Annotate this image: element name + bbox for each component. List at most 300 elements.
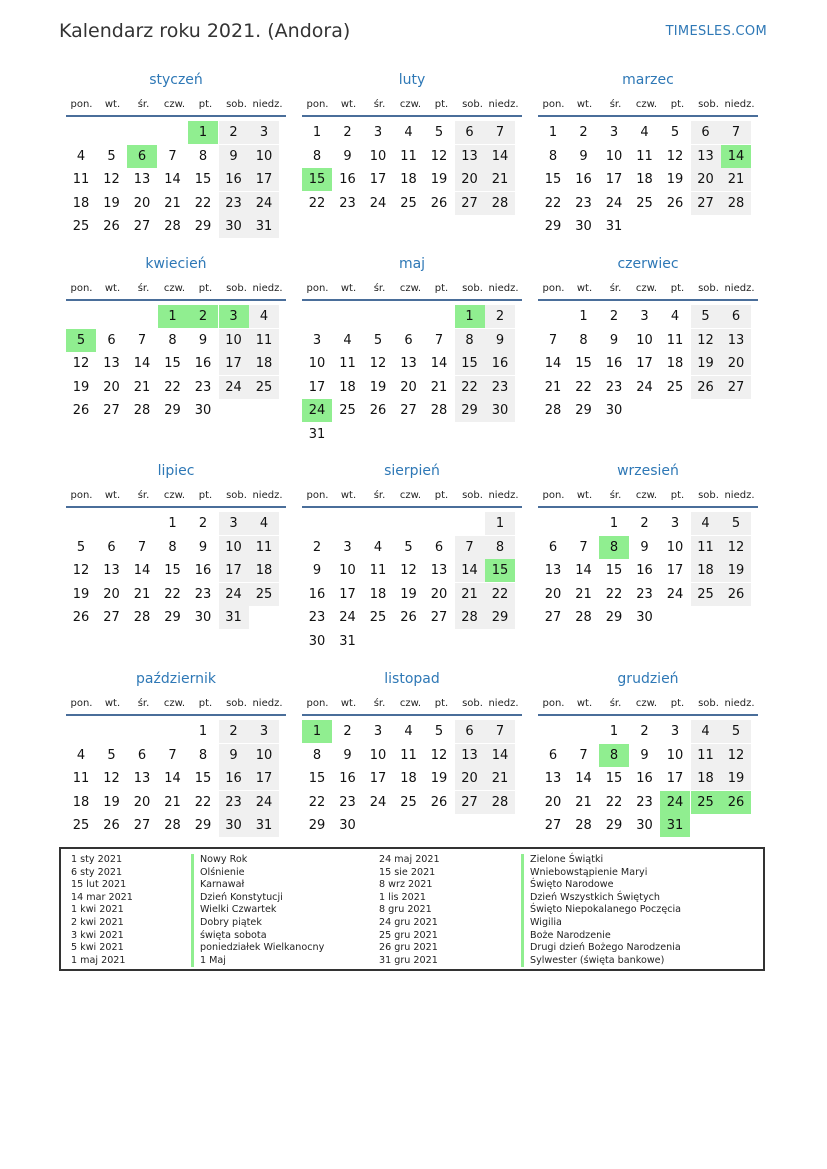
day-cell: 28 <box>575 818 592 833</box>
day-cell: 5 <box>373 332 383 348</box>
day-cell: 17 <box>249 168 279 191</box>
weekday-label: niedz. <box>724 698 755 709</box>
day-cell: 17 <box>666 771 684 786</box>
legend-date: 31 gru 2021 <box>379 954 438 966</box>
holiday-day-cell: 26 <box>721 791 751 814</box>
day-cell: 29 <box>308 818 326 833</box>
day-cell: 3 <box>373 724 383 739</box>
day-cell: 10 <box>219 329 249 352</box>
day-cell: 16 <box>194 563 212 578</box>
day-cell: 26 <box>430 794 448 810</box>
weekday-header <box>538 94 758 117</box>
day-cell: 13 <box>430 563 448 578</box>
day-cell: 10 <box>219 536 249 559</box>
weekday-label: śr. <box>137 698 150 709</box>
day-cell: 27 <box>544 818 562 833</box>
day-cell: 7 <box>168 148 177 164</box>
day-cell: 31 <box>308 426 326 442</box>
day-cell: 11 <box>400 148 417 164</box>
legend-holiday-name: Wigilia <box>530 916 562 928</box>
holiday-legend <box>59 847 765 971</box>
month-name: kwiecień <box>145 256 207 272</box>
month-block <box>66 669 286 833</box>
day-cell: 25 <box>249 376 279 399</box>
day-cell: 14 <box>164 771 181 786</box>
weekday-label: niedz. <box>252 698 283 709</box>
weekday-label: pon. <box>542 490 565 501</box>
day-cell: 8 <box>168 539 177 555</box>
day-cell: 3 <box>640 309 649 324</box>
day-cell: 10 <box>666 747 684 763</box>
day-cell: 6 <box>455 720 485 743</box>
day-cell: 24 <box>339 610 356 625</box>
day-cell: 1 <box>579 309 588 324</box>
day-cell: 23 <box>194 586 212 602</box>
day-cell: 11 <box>72 771 90 786</box>
day-cell: 28 <box>164 219 181 234</box>
day-cell: 8 <box>579 332 588 348</box>
day-cell: 27 <box>133 219 151 234</box>
day-cell: 4 <box>76 148 86 164</box>
day-cell: 24 <box>249 192 279 215</box>
day-cell: 17 <box>219 559 249 582</box>
day-cell: 30 <box>636 818 653 833</box>
day-cell: 30 <box>339 818 356 833</box>
day-cell: 12 <box>721 744 751 767</box>
day-cell: 11 <box>691 536 721 559</box>
weekday-header <box>66 94 286 117</box>
legend-date: 25 gru 2021 <box>379 929 438 941</box>
calendar-grid <box>66 0 762 840</box>
weekday-label: pon. <box>70 490 93 501</box>
day-cell: 9 <box>343 148 352 164</box>
day-cell: 1 <box>609 516 619 531</box>
day-cell: 19 <box>72 586 90 602</box>
day-cell: 4 <box>404 125 413 140</box>
weekday-label: pt. <box>198 490 213 501</box>
day-cell: 20 <box>455 168 485 191</box>
day-cell: 12 <box>666 148 684 164</box>
day-cell: 21 <box>164 195 181 211</box>
weekday-label: wt. <box>576 99 593 110</box>
holiday-day-cell: 31 <box>660 814 690 837</box>
day-cell: 4 <box>691 720 721 743</box>
day-cell: 9 <box>219 145 249 168</box>
day-cell: 11 <box>400 747 417 763</box>
day-cell: 13 <box>544 771 562 786</box>
day-cell: 20 <box>455 767 485 790</box>
day-cell: 3 <box>609 125 619 140</box>
day-cell: 30 <box>485 399 515 422</box>
day-cell: 29 <box>575 403 592 418</box>
day-cell: 22 <box>194 195 212 211</box>
day-cell: 23 <box>485 376 515 399</box>
weekday-label: śr. <box>137 99 150 110</box>
weekday-header <box>302 94 522 117</box>
day-cell: 22 <box>308 794 326 810</box>
day-cell: 25 <box>72 219 90 234</box>
day-cell: 12 <box>400 563 417 578</box>
legend-date: 5 kwi 2021 <box>71 942 124 954</box>
weekday-label: wt. <box>340 698 357 709</box>
weekday-label: pt. <box>198 283 213 294</box>
day-cell: 1 <box>609 724 619 739</box>
day-cell: 15 <box>544 172 562 187</box>
month-block <box>66 254 286 418</box>
day-cell: 27 <box>133 818 151 833</box>
weekday-label: pt. <box>198 99 213 110</box>
day-cell: 19 <box>721 767 751 790</box>
day-cell: 12 <box>103 172 120 187</box>
day-cell: 7 <box>721 121 751 144</box>
month-block <box>538 254 758 418</box>
day-cell: 15 <box>455 352 485 375</box>
weekday-label: czw. <box>635 698 658 709</box>
day-cell: 11 <box>369 563 387 578</box>
holiday-day-cell: 15 <box>485 559 515 582</box>
day-cell: 2 <box>219 720 249 743</box>
legend-name-column <box>521 854 681 967</box>
day-cell: 23 <box>308 610 326 625</box>
weekday-label: pt. <box>670 698 685 709</box>
day-cell: 30 <box>605 403 623 418</box>
weekday-label: śr. <box>373 283 386 294</box>
day-cell: 12 <box>72 356 90 371</box>
day-cell: 23 <box>339 794 356 810</box>
weekday-label: śr. <box>609 698 622 709</box>
weekday-header <box>538 693 758 716</box>
day-cell: 4 <box>249 305 279 328</box>
day-cell: 30 <box>194 610 212 625</box>
day-cell: 10 <box>605 148 623 164</box>
weekday-label: sob. <box>698 99 719 110</box>
weekday-header <box>302 485 522 508</box>
day-cell: 2 <box>312 539 322 555</box>
day-cell: 29 <box>164 403 181 418</box>
weekday-label: niedz. <box>252 490 283 501</box>
legend-date-column <box>379 854 440 967</box>
day-cell: 23 <box>605 379 623 395</box>
day-cell: 19 <box>72 379 90 395</box>
weekday-label: śr. <box>609 283 622 294</box>
day-cell: 4 <box>343 332 352 348</box>
month-name: czerwiec <box>617 256 679 272</box>
day-cell: 2 <box>343 125 352 140</box>
weekday-label: śr. <box>609 490 622 501</box>
legend-date: 24 gru 2021 <box>379 916 438 928</box>
holiday-day-cell: 3 <box>219 305 249 328</box>
weekday-label: niedz. <box>252 99 283 110</box>
holiday-day-cell: 2 <box>188 305 218 328</box>
month-block <box>302 669 522 833</box>
day-cell: 8 <box>312 148 322 164</box>
day-cell: 14 <box>164 172 181 187</box>
day-cell: 12 <box>721 536 751 559</box>
weekday-label: wt. <box>576 490 593 501</box>
weekday-label: śr. <box>609 99 622 110</box>
weekday-label: śr. <box>373 490 386 501</box>
holiday-day-cell: 24 <box>302 399 332 422</box>
day-cell: 10 <box>249 744 279 767</box>
day-cell: 16 <box>339 771 356 786</box>
day-cell: 13 <box>103 563 120 578</box>
day-cell: 5 <box>107 747 116 763</box>
day-cell: 8 <box>548 148 558 164</box>
brand-link[interactable]: TIMESLES.COM <box>665 24 767 39</box>
legend-holiday-name: Dzień Konstytucji <box>200 891 283 903</box>
legend-holiday-name: Święto Narodowe <box>530 879 614 891</box>
day-cell: 18 <box>691 559 721 582</box>
day-cell: 22 <box>605 586 623 602</box>
month-block <box>302 461 522 649</box>
day-cell: 8 <box>168 332 177 348</box>
day-cell: 16 <box>575 172 592 187</box>
day-cell: 22 <box>544 195 562 211</box>
day-cell: 11 <box>249 329 279 352</box>
day-cell: 6 <box>404 332 413 348</box>
legend-date: 8 wrz 2021 <box>379 879 433 891</box>
month-block <box>538 461 758 625</box>
day-cell: 9 <box>219 744 249 767</box>
day-cell: 28 <box>721 192 751 215</box>
month-block <box>538 70 758 234</box>
day-cell: 8 <box>198 148 208 164</box>
day-cell: 5 <box>434 724 444 739</box>
weekday-header <box>302 693 522 716</box>
legend-date: 8 gru 2021 <box>379 904 432 916</box>
weekday-label: sob. <box>226 490 247 501</box>
day-cell: 18 <box>369 586 387 602</box>
day-cell: 6 <box>107 332 116 348</box>
day-cell: 14 <box>575 771 592 786</box>
legend-date: 24 maj 2021 <box>379 854 440 865</box>
weekday-label: śr. <box>137 283 150 294</box>
day-cell: 30 <box>194 403 212 418</box>
weekday-label: niedz. <box>488 283 519 294</box>
day-cell: 15 <box>194 172 212 187</box>
legend-date: 26 gru 2021 <box>379 942 438 954</box>
day-cell: 23 <box>636 794 653 810</box>
day-cell: 19 <box>103 195 120 211</box>
day-cell: 21 <box>485 767 515 790</box>
day-cell: 12 <box>430 747 448 763</box>
weekday-label: niedz. <box>252 283 283 294</box>
day-cell: 31 <box>249 215 279 238</box>
day-cell: 20 <box>400 379 417 395</box>
day-cell: 25 <box>400 195 417 211</box>
day-cell: 19 <box>721 559 751 582</box>
day-cell: 14 <box>455 559 485 582</box>
weekday-label: czw. <box>399 698 422 709</box>
day-cell: 17 <box>666 563 684 578</box>
day-cell: 11 <box>666 332 684 348</box>
weekday-label: pt. <box>670 490 685 501</box>
day-cell: 21 <box>164 794 181 810</box>
day-cell: 5 <box>721 512 751 535</box>
day-cell: 6 <box>455 121 485 144</box>
day-cell: 18 <box>72 195 90 211</box>
day-cell: 2 <box>609 309 619 324</box>
day-cell: 22 <box>164 586 181 602</box>
weekday-label: sob. <box>462 490 483 501</box>
weekday-label: czw. <box>635 283 658 294</box>
weekday-label: wt. <box>340 490 357 501</box>
day-cell: 9 <box>198 332 208 348</box>
day-cell: 14 <box>133 356 151 371</box>
holiday-day-cell: 1 <box>158 305 188 328</box>
day-cell: 1 <box>198 724 208 739</box>
day-cell: 18 <box>636 172 653 187</box>
weekday-header <box>538 485 758 508</box>
day-cell: 5 <box>434 125 444 140</box>
day-cell: 20 <box>103 586 120 602</box>
day-cell: 4 <box>373 539 383 555</box>
day-cell: 24 <box>369 195 387 211</box>
day-cell: 13 <box>133 771 151 786</box>
weekday-label: pon. <box>542 99 565 110</box>
day-cell: 25 <box>339 403 356 418</box>
day-cell: 28 <box>133 610 151 625</box>
day-cell: 18 <box>339 379 356 395</box>
day-cell: 11 <box>636 148 653 164</box>
day-cell: 11 <box>72 172 90 187</box>
day-cell: 19 <box>369 379 387 395</box>
day-cell: 13 <box>400 356 417 371</box>
day-cell: 14 <box>575 563 592 578</box>
day-cell: 18 <box>691 767 721 790</box>
day-cell: 17 <box>308 379 326 395</box>
weekday-label: pt. <box>670 283 685 294</box>
day-cell: 22 <box>455 376 485 399</box>
month-name: marzec <box>622 72 674 88</box>
weekday-label: pon. <box>70 283 93 294</box>
day-cell: 28 <box>575 610 592 625</box>
day-cell: 23 <box>219 791 249 814</box>
day-cell: 27 <box>455 791 485 814</box>
weekday-label: niedz. <box>724 490 755 501</box>
weekday-label: pt. <box>434 490 449 501</box>
day-cell: 25 <box>369 610 387 625</box>
day-cell: 9 <box>485 329 515 352</box>
weekday-label: pon. <box>542 283 565 294</box>
day-cell: 19 <box>430 771 448 786</box>
legend-holiday-name: Zielone Świątki <box>530 854 604 865</box>
day-cell: 14 <box>485 744 515 767</box>
day-cell: 15 <box>164 356 181 371</box>
legend-date: 1 lis 2021 <box>379 891 426 903</box>
day-cell: 8 <box>485 536 515 559</box>
weekday-label: śr. <box>373 698 386 709</box>
day-cell: 10 <box>666 539 684 555</box>
weekday-header <box>66 485 286 508</box>
day-cell: 25 <box>636 195 653 211</box>
month-name: luty <box>398 72 426 88</box>
legend-date: 1 kwi 2021 <box>71 904 124 916</box>
day-cell: 16 <box>308 586 326 602</box>
holiday-day-cell: 6 <box>127 145 157 168</box>
day-cell: 19 <box>691 352 721 375</box>
day-cell: 21 <box>455 583 485 606</box>
day-cell: 20 <box>691 168 721 191</box>
day-cell: 16 <box>339 172 356 187</box>
day-cell: 11 <box>339 356 356 371</box>
weekday-label: sob. <box>698 698 719 709</box>
day-cell: 6 <box>434 539 444 555</box>
legend-date: 1 sty 2021 <box>71 854 123 865</box>
weekday-label: czw. <box>163 99 186 110</box>
day-cell: 23 <box>219 192 249 215</box>
day-cell: 29 <box>605 610 623 625</box>
day-cell: 3 <box>249 121 279 144</box>
day-cell: 30 <box>308 633 326 649</box>
weekday-label: pon. <box>306 490 329 501</box>
legend-holiday-name: Boże Narodzenie <box>530 929 611 941</box>
day-cell: 7 <box>579 747 588 763</box>
legend-date: 2 kwi 2021 <box>71 916 124 928</box>
day-cell: 21 <box>485 168 515 191</box>
day-cell: 25 <box>691 583 721 606</box>
holiday-day-cell: 5 <box>66 329 96 352</box>
day-cell: 2 <box>579 125 588 140</box>
weekday-label: czw. <box>399 283 422 294</box>
day-cell: 13 <box>455 744 485 767</box>
day-cell: 25 <box>72 818 90 833</box>
day-cell: 26 <box>103 219 120 234</box>
day-cell: 6 <box>137 747 147 763</box>
day-cell: 17 <box>369 172 387 187</box>
day-cell: 16 <box>219 767 249 790</box>
month-name: wrzesień <box>617 463 679 479</box>
day-cell: 3 <box>249 720 279 743</box>
legend-holiday-name: Wielki Czwartek <box>200 904 277 916</box>
day-cell: 5 <box>691 305 721 328</box>
day-cell: 6 <box>107 539 116 555</box>
legend-name-column <box>191 854 324 967</box>
day-cell: 9 <box>198 539 208 555</box>
legend-holiday-name: Drugi dzień Bożego Narodzenia <box>530 942 681 954</box>
weekday-label: pt. <box>434 698 449 709</box>
day-cell: 20 <box>103 379 120 395</box>
day-cell: 26 <box>430 195 448 211</box>
legend-holiday-name: Sylwester (święta bankowe) <box>530 954 665 966</box>
holiday-day-cell: 1 <box>188 121 218 144</box>
day-cell: 27 <box>430 610 448 625</box>
day-cell: 24 <box>219 583 249 606</box>
day-cell: 26 <box>369 403 387 418</box>
day-cell: 7 <box>485 720 515 743</box>
weekday-label: czw. <box>399 490 422 501</box>
weekday-label: wt. <box>104 99 121 110</box>
day-cell: 30 <box>219 215 249 238</box>
legend-date-column <box>71 854 133 967</box>
day-cell: 21 <box>133 586 151 602</box>
day-cell: 10 <box>249 145 279 168</box>
day-cell: 1 <box>168 516 177 531</box>
day-cell: 7 <box>485 121 515 144</box>
day-cell: 29 <box>544 219 562 234</box>
weekday-label: sob. <box>698 283 719 294</box>
day-cell: 10 <box>308 356 326 371</box>
weekday-label: wt. <box>104 283 121 294</box>
day-cell: 6 <box>691 121 721 144</box>
day-cell: 3 <box>312 332 322 348</box>
day-cell: 10 <box>369 747 387 763</box>
weekday-label: czw. <box>399 99 422 110</box>
weekday-label: wt. <box>104 490 121 501</box>
day-cell: 17 <box>605 172 623 187</box>
day-cell: 31 <box>219 606 249 629</box>
day-cell: 30 <box>575 219 592 234</box>
